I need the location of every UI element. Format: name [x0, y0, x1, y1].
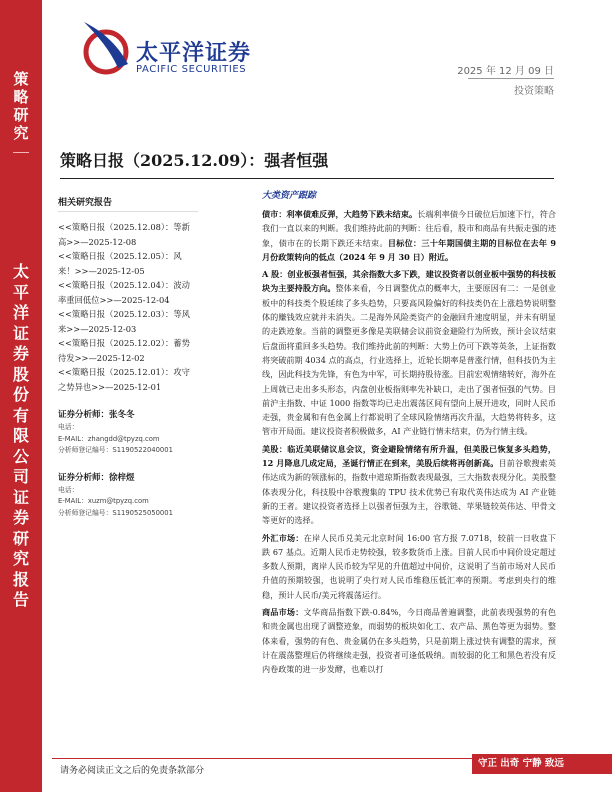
left-column: [58, 195, 198, 519]
related-report-link[interactable]: <<策略日报（2025.12.01）：攻守之势异也>>—2025-12-01: [58, 367, 190, 392]
left-red-band: [0, 0, 42, 792]
section-header: 大类资产跟踪: [262, 191, 317, 201]
paragraph-lead: 债市：利率债难反弹，大趋势下跌未结束。: [262, 209, 418, 219]
analyst-block: [58, 471, 198, 520]
sidebar-org-name: 太平洋证券股份有限公司证券研究报告: [12, 262, 29, 609]
paragraph-fx-market: [262, 531, 556, 602]
paragraph-body: 在岸人民币兑美元北京时间 16:00 官方报 7.0718，较前一日收盘下跌 67 基点。近期人民币走势较强，较多数货币上涨。目前人民币中间价设定超过多数人预期，离岸人民币较为罕见的升值超过中间价，这说明了当前市场对人民币升值的预期较强，也说明了央行对人民币维稳压低汇率的预期。考虑到央行的维稳，预计人民币/美元将震荡运行。: [262, 532, 556, 600]
analyst-name: 证券分析师：徐梓煜: [58, 472, 135, 483]
footer-slogan: 守正 出奇 宁静 致远: [472, 754, 612, 774]
paragraph-body: 整体来看，今日调整优点的概率大，主要原因有二：一是创业板中的科技类个股延续了多头趋势，只要高风险偏好的科技类仍在上涨趋势说明整体的赚钱效应就并未消失。二是海外风险类资产的金融回升速度明显，并未有明显的走跌迹象。当前的调整更多像是美联储会议前资金避险行为所致，预计会议结束后盘面将重回多头趋势。我们维持此前的判断：大势上仍可下跌等英条，上证指数将突破前期 4034 点的高点，行业选择上，近轮长期率是普涨行情，但科技仍为主线，因此科技为先锋，有色为中军，可长期持股待涨。目前宏观情绪转好，海外在上周就已走出多头形态，内盘创业板指则率先补缺口，走出了强者恒强的气势。目前沪主指数、中证 1000 指数等均已走出震荡区间有望向上展开进攻，同时人民币走强，贵金属和有色金属上行都说明了全球风险情绪再次升温，大趋势将转多，这管市开局面。建议投资者积极做多，AI 产业链行情未结束，仍为行情主线。: [262, 283, 556, 437]
related-report-link[interactable]: <<策略日报（2025.12.02）：蓄势待发>>—2025-12-02: [58, 338, 190, 363]
analyst-block: [58, 408, 198, 457]
logo-name-en: PACIFIC SECURITIES: [136, 64, 247, 75]
analyst-name: 证券分析师：张冬冬: [58, 410, 135, 420]
related-report-link[interactable]: <<策略日报（2025.12.03）：等风来>>—2025-12-03: [58, 309, 190, 334]
paragraph-lead: 商品市场：: [262, 607, 304, 618]
main-text-column: [262, 207, 556, 680]
related-heading: 相关研究报告: [58, 195, 198, 212]
company-logo: [78, 16, 258, 86]
paragraph-body: 文华商品指数下跌-0.84%，今日商品普遍调整，此前表现强势的有色和贵金属也出现了调整迹象，而弱势的板块如化工、农产品、黑色等更为弱势。整体来看，强势的有色、贵金属仍在多头趋势，只是前期上涨过快有调整的需求，预计在震荡整理后仍将继续走强，投资者可逢低吸纳。而较弱的化工和黑色若没有反内卷政策的进一步发酵，也难以打: [262, 607, 556, 675]
analyst-phone: 电话：: [58, 423, 79, 431]
paragraph-body: 目前谷歌搜索英伟达成为新的领涨标的，指数中道琼斯指数表现最强，三大指数表现分化。美股整体表现分化，科技股中谷歌搜集的 TPU 技术优势已有取代英伟达成为 AI 产业链新的王者。建议投资者选择上以强者恒强为主，谷歌链、苹果链较英伟达、甲骨文等更好的选择。: [262, 458, 556, 526]
paragraph-commodities: [262, 605, 556, 676]
analyst-phone: 电话：: [58, 485, 79, 494]
related-report-link[interactable]: <<策略日报（2025.12.04）：波动率重回低位>>—2025-12-04: [58, 280, 190, 305]
paragraph-a-share: [262, 267, 556, 439]
footer-divider: [52, 758, 472, 759]
paragraph-lead: A 股：创业板强者恒强，其余指数大多下跌，建议投资者以创业板中强势的科技板块为主要持股方向。: [262, 269, 556, 294]
paragraph-body: 长端利率债今日破位后加速下行，符合我们一直以来的判断。我们维持此前的判断：往后看，股市和商品有共振走强的迹象，债市在的长期下跌还未结束。: [262, 209, 556, 248]
footer-disclaimer: 请务必阅读正文之后的免责条款部分: [60, 766, 205, 776]
analyst-email[interactable]: E-MAIL：zhangdd@tpyzq.com: [58, 434, 160, 443]
related-report-link[interactable]: <<策略日报（2025.12.05）：风来！>>—2025-12-05: [58, 251, 182, 276]
report-date: 2025 年 12 月 09 日: [457, 66, 554, 77]
header-divider: [468, 78, 554, 79]
analyst-email[interactable]: E-MAIL：xuzm@tpyzq.com: [58, 497, 149, 505]
paragraph-bond-market: [262, 207, 556, 264]
logo-mark-icon: [78, 16, 136, 86]
logo-name-cn: 太平洋证券: [136, 41, 252, 66]
paragraph-us-stocks: [262, 442, 556, 528]
sidebar-divider: [13, 152, 29, 153]
paragraph-tail: 目标位：三十年期国债主期的目标位在去年 9 月份政策转向的低点（2024 年 9 月 30 日）附近。: [262, 237, 556, 262]
paragraph-lead: 外汇市场：: [262, 532, 304, 543]
related-report-link[interactable]: <<策略日报（2025.12.08）：等新高>>—2025-12-08: [58, 222, 190, 247]
sidebar-category: 策略研究: [13, 70, 29, 142]
page-title: 策略日报（2025.12.09）：强者恒强: [60, 151, 329, 170]
analyst-cert: 分析师登记编号：S1190522040001: [58, 446, 173, 454]
analyst-cert: 分析师登记编号：S1190525050001: [58, 508, 173, 517]
title-divider: [60, 178, 554, 179]
paragraph-lead: 美股：临近美联储议息会议，资金避险情绪有所升温，但美股已恢复多头趋势，12 月降息几成定局，圣诞行情正在到来，美股后续将再创新高。: [262, 443, 556, 469]
report-type: 投资策略: [514, 86, 554, 97]
